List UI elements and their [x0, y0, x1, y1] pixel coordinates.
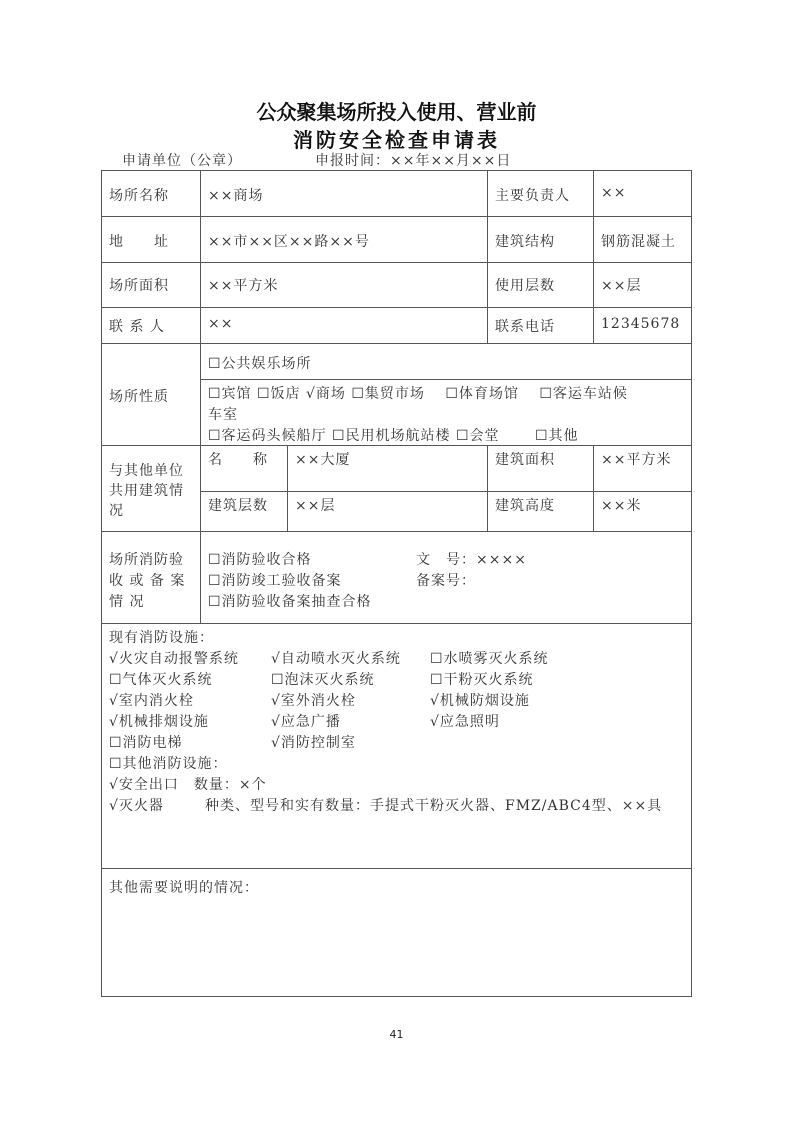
address-value[interactable]: ××市××区××路××号: [208, 234, 370, 250]
row-divider: [101, 216, 692, 217]
acceptance-option-record[interactable]: ☐消防竣工验收备案: [208, 573, 342, 589]
nature-options-line[interactable]: ☐客运码头候船厅 ☐民用机场航站楼 ☐会堂 ☐其他: [208, 428, 579, 444]
applicant-label: 申请单位（公章）: [122, 153, 242, 169]
col-divider: [287, 445, 288, 531]
acceptance-option-passed[interactable]: ☐消防验收合格: [208, 552, 312, 568]
floors-label: 使用层数: [495, 278, 555, 294]
phone-label: 联系电话: [495, 319, 555, 335]
facility-smoke-prevention[interactable]: √机械防烟设施: [430, 693, 530, 709]
facility-foam[interactable]: ☐泡沫灭火系统: [271, 672, 375, 688]
area-value[interactable]: ××平方米: [208, 278, 279, 294]
facility-smoke-exhaust[interactable]: √机械排烟设施: [109, 714, 209, 730]
contact-value[interactable]: ××: [208, 316, 234, 332]
building-name-value[interactable]: ××大厦: [295, 452, 351, 468]
person-in-charge-value[interactable]: ××: [601, 185, 627, 201]
facility-outdoor-hydrant[interactable]: √室外消火栓: [271, 693, 356, 709]
facility-other[interactable]: ☐其他消防设施：: [109, 756, 228, 772]
acceptance-label: 情 况: [109, 594, 145, 610]
shared-building-label: 况: [109, 503, 124, 519]
row-divider: [101, 868, 692, 869]
facility-extinguisher[interactable]: √灭火器: [109, 798, 164, 814]
floors-value[interactable]: ××层: [601, 278, 642, 294]
col-divider: [487, 445, 488, 531]
facility-control-room[interactable]: √消防控制室: [271, 735, 356, 751]
structure-value[interactable]: 钢筋混凝土: [601, 234, 676, 250]
record-number[interactable]: 备案号：: [416, 573, 476, 589]
person-in-charge-label: 主要负责人: [495, 188, 570, 204]
facility-water-mist[interactable]: ☐水喷雾灭火系统: [430, 651, 549, 667]
building-floors-label: 建筑层数: [208, 498, 268, 514]
contact-label: 联 系 人: [109, 319, 165, 335]
facilities-heading: 现有消防设施：: [109, 630, 214, 646]
nature-options-line-wrap: 车室: [208, 407, 238, 423]
col-divider: [487, 170, 488, 343]
col-divider: [593, 170, 594, 343]
extinguisher-detail[interactable]: 种类、型号和实有数量：手提式干粉灭火器、FMZ/ABC4型、××具: [205, 798, 663, 814]
building-floors-value[interactable]: ××层: [295, 498, 336, 514]
facility-emergency-broadcast[interactable]: √应急广播: [271, 714, 341, 730]
building-height-label: 建筑高度: [495, 498, 555, 514]
structure-label: 建筑结构: [495, 234, 555, 250]
col-divider: [593, 445, 594, 531]
row-divider: [101, 262, 692, 263]
page-number: 41: [389, 1028, 404, 1041]
row-divider: [101, 531, 692, 532]
notes-label: 其他需要说明的情况：: [109, 880, 259, 896]
nature-option-public-entertainment[interactable]: ☐公共娱乐场所: [208, 356, 312, 372]
area-label: 场所面积: [109, 278, 169, 294]
row-divider: [101, 343, 692, 344]
col-divider: [200, 170, 201, 623]
venue-name-label: 场所名称: [109, 188, 169, 204]
phone-value[interactable]: 12345678: [601, 316, 681, 332]
building-area-value[interactable]: ××平方米: [601, 452, 672, 468]
form-title-line1: 公众聚集场所投入使用、营业前: [256, 100, 537, 124]
address-label: 地 址: [109, 234, 169, 250]
facility-dry-powder[interactable]: ☐干粉灭火系统: [430, 672, 534, 688]
facility-gas[interactable]: ☐气体灭火系统: [109, 672, 213, 688]
facility-emergency-lighting[interactable]: √应急照明: [430, 714, 500, 730]
shared-building-label: 共用建筑情: [109, 483, 184, 499]
document-number[interactable]: 文 号：××××: [416, 552, 527, 568]
facility-fire-elevator[interactable]: ☐消防电梯: [109, 735, 183, 751]
row-divider: [200, 379, 692, 380]
row-divider: [101, 307, 692, 308]
facility-fire-alarm[interactable]: √火灾自动报警系统: [109, 651, 239, 667]
row-divider: [101, 623, 692, 624]
shared-building-label: 与其他单位: [109, 463, 184, 479]
acceptance-option-spot-check[interactable]: ☐消防验收备案抽查合格: [208, 594, 372, 610]
facility-indoor-hydrant[interactable]: √室内消火栓: [109, 693, 194, 709]
acceptance-label: 收 或 备 案: [109, 573, 186, 589]
building-name-label: 名 称: [208, 452, 268, 468]
date-label: 申报时间：××年××月××日: [315, 153, 512, 169]
building-height-value[interactable]: ××米: [601, 498, 642, 514]
row-divider: [101, 445, 692, 446]
acceptance-label: 场所消防验: [109, 552, 184, 568]
venue-nature-label: 场所性质: [109, 389, 169, 405]
facility-safety-exits[interactable]: √安全出口 数量：×个: [109, 777, 267, 793]
form-title-line2: 消防安全检查申请表: [293, 128, 500, 152]
facility-sprinkler[interactable]: √自动喷水灭火系统: [271, 651, 401, 667]
nature-options-line[interactable]: ☐宾馆 ☐饭店 √商场 ☐集贸市场 ☐体育场馆 ☐客运车站候: [208, 386, 628, 402]
building-area-label: 建筑面积: [495, 452, 555, 468]
row-divider: [200, 491, 692, 492]
venue-name-value[interactable]: ××商场: [208, 188, 264, 204]
